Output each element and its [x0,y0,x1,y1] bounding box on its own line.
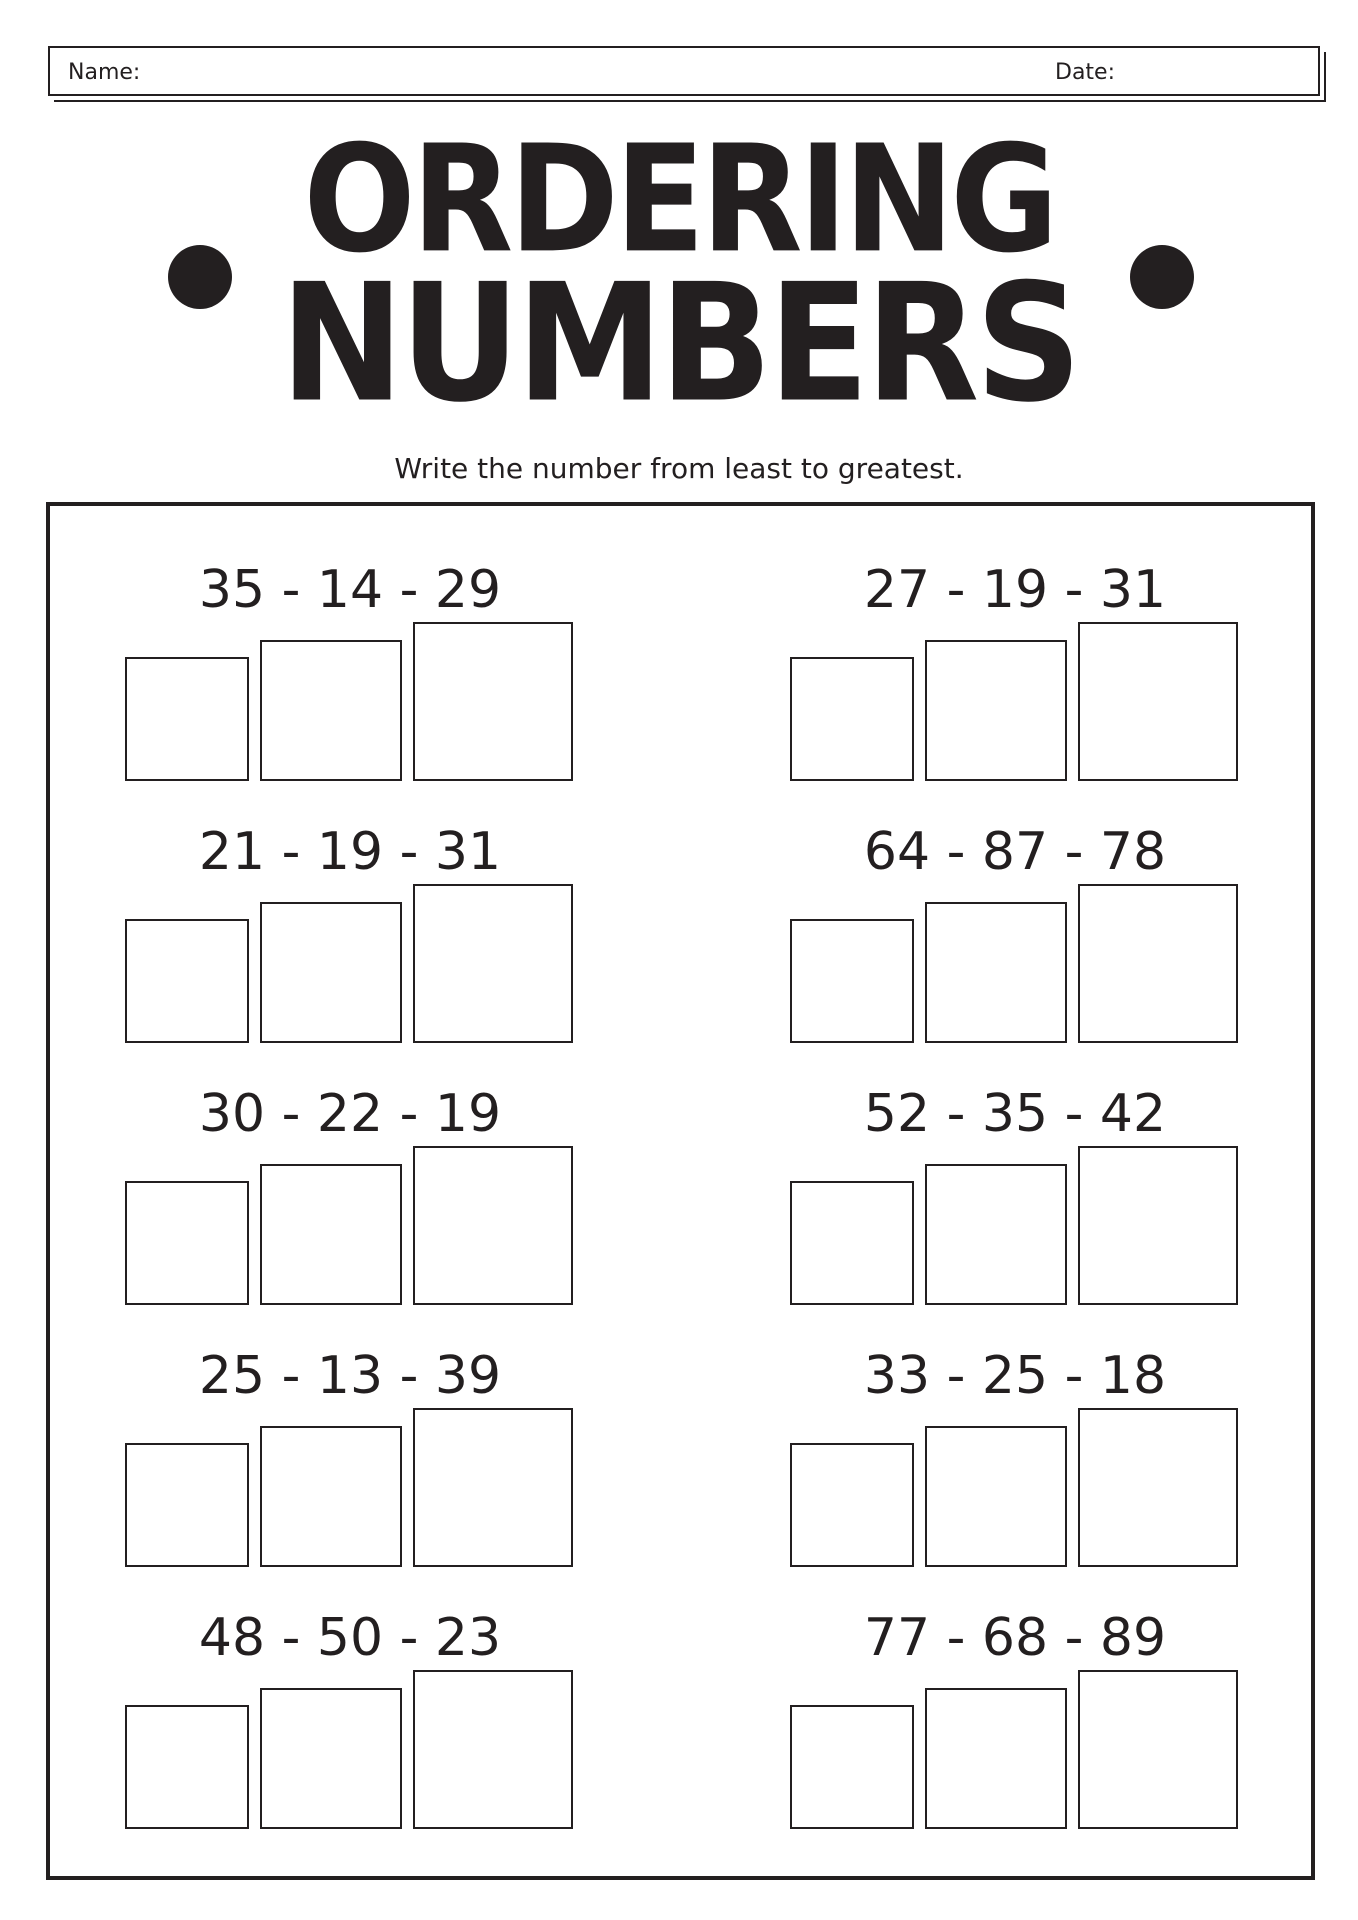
answer-box-middle[interactable] [260,1426,402,1567]
answer-box-least[interactable] [125,919,249,1043]
title-line-2: NUMBERS [280,248,1078,438]
problem-numbers: 30 - 22 - 19 [198,1084,502,1144]
problem-3 [125,822,575,1047]
answer-box-least[interactable] [790,1181,914,1305]
problem-2 [790,560,1240,785]
problem-7 [125,1346,575,1571]
problem-6 [790,1084,1240,1309]
answer-box-least[interactable] [790,1705,914,1829]
answer-box-greatest[interactable] [413,1408,573,1567]
answer-box-middle[interactable] [925,1688,1067,1829]
answer-box-least[interactable] [125,657,249,781]
problem-5 [125,1084,575,1309]
answer-box-greatest[interactable] [413,1670,573,1829]
answer-box-greatest[interactable] [1078,1408,1238,1567]
answer-box-middle[interactable] [925,1164,1067,1305]
answer-box-middle[interactable] [260,1688,402,1829]
name-label: Name: [68,60,141,85]
answer-box-middle[interactable] [925,902,1067,1043]
answer-box-greatest[interactable] [413,884,573,1043]
problem-numbers: 21 - 19 - 31 [198,822,502,882]
answer-box-middle[interactable] [925,640,1067,781]
answer-box-middle[interactable] [260,1164,402,1305]
problem-numbers: 25 - 13 - 39 [198,1346,502,1406]
problem-10 [790,1608,1240,1833]
problem-numbers: 27 - 19 - 31 [863,560,1167,620]
problem-1 [125,560,575,785]
answer-box-least[interactable] [125,1181,249,1305]
answer-box-least[interactable] [790,1443,914,1567]
answer-box-greatest[interactable] [413,1146,573,1305]
answer-box-greatest[interactable] [1078,1670,1238,1829]
problem-numbers: 33 - 25 - 18 [863,1346,1167,1406]
answer-box-least[interactable] [125,1705,249,1829]
title-line-1: ORDERING [303,113,1055,287]
problem-numbers: 35 - 14 - 29 [198,560,502,620]
answer-box-least[interactable] [125,1443,249,1567]
problem-numbers: 52 - 35 - 42 [863,1084,1167,1144]
answer-box-greatest[interactable] [1078,1146,1238,1305]
answer-box-greatest[interactable] [413,622,573,781]
answer-box-middle[interactable] [260,902,402,1043]
date-label: Date: [1055,60,1115,85]
problem-4 [790,822,1240,1047]
header-bar [48,46,1320,96]
problem-numbers: 77 - 68 - 89 [863,1608,1167,1668]
instructions: Write the number from least to greatest. [394,452,964,485]
answer-box-least[interactable] [790,919,914,1043]
answer-box-least[interactable] [790,657,914,781]
answer-box-middle[interactable] [925,1426,1067,1567]
problem-8 [790,1346,1240,1571]
answer-box-greatest[interactable] [1078,884,1238,1043]
answer-box-greatest[interactable] [1078,622,1238,781]
problem-numbers: 48 - 50 - 23 [198,1608,502,1668]
problem-9 [125,1608,575,1833]
problem-numbers: 64 - 87 - 78 [863,822,1167,882]
answer-box-middle[interactable] [260,640,402,781]
